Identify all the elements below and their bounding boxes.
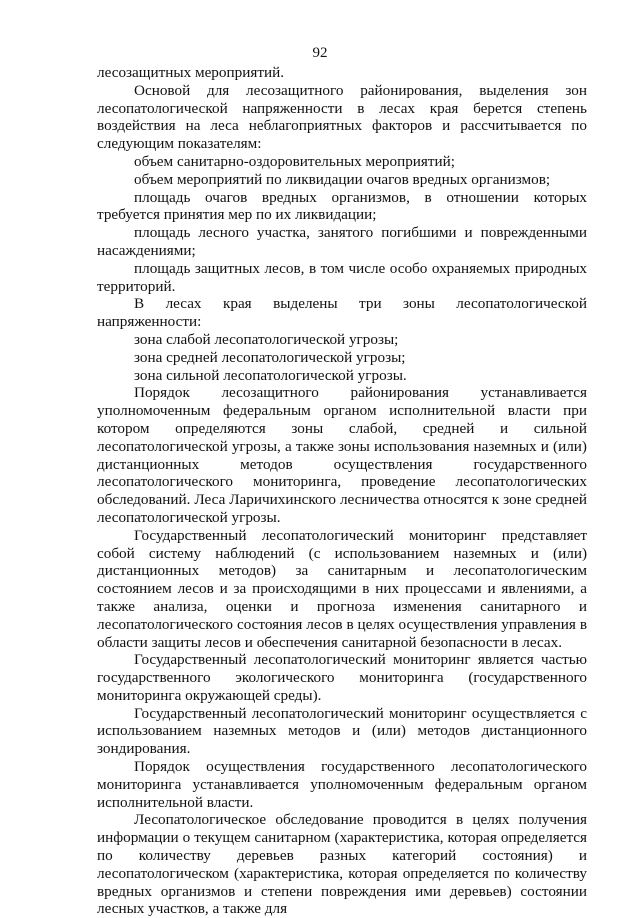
paragraph: Основой для лесозащитного районирования, выделения зон лесопатологической напряженности в лесах края берется степень воздействия на леса неблагоприятных факторов и рассчитывается по следующим показателям: [97, 81, 587, 153]
list-item: зона средней лесопатологической угрозы; [134, 348, 406, 366]
paragraph: Государственный лесопатологический мониторинг представляет собой систему наблюдений (с использованием наземных и (или) дистанционных методов) за санитарным и лесопатологическим состоянием лесов и за происходящими в них процессами и явлениями, а также анализа, оценки и прогноза изменения санитарного и лесопатологического состояния лесов в целях осуществления управления в области защиты лесов и обеспечения санитарной безопасности в лесах. [97, 526, 587, 651]
paragraph: Государственный лесопатологический мониторинг является частью государственного экологического мониторинга (государственного мониторинга окружающей среды). [97, 651, 587, 704]
list-item: площадь лесного участка, занятого погибшими и поврежденными насаждениями; [97, 224, 587, 259]
list-item: площадь очагов вредных организмов, в отношении которых требуется принятия мер по их ликвидации; [97, 188, 587, 224]
page-number: 92 [312, 45, 328, 61]
paragraph: Порядок осуществления государственного лесопатологического мониторинга устанавливается уполномоченным федеральным органом исполнительной власти. [97, 758, 587, 811]
document-body [97, 64, 587, 918]
list-item: зона сильной лесопатологической угрозы. [134, 366, 407, 384]
paragraph: Государственный лесопатологический мониторинг осуществляется с использованием наземных методов и (или) методов дистанционного зондирования. [97, 704, 587, 758]
list-item: зона слабой лесопатологической угрозы; [134, 330, 399, 348]
paragraph: Порядок лесозащитного районирования устанавливается уполномоченным федеральным органом исполнительной власти при котором определяются зоны слабой, средней и сильной лесопатологической угрозы, а также зоны использования наземных и (или) дистанционных методов осуществления государственного лесопатологического мониторинга, проведение лесопатологических обследований. Леса Ларичихинского лесничества относятся к зоне средней лесопатологической угрозы. [97, 384, 587, 526]
list-item: объем мероприятий по ликвидации очагов вредных организмов; [134, 170, 551, 188]
list-item: площадь защитных лесов, в том числе особо охраняемых природных территорий. [97, 259, 587, 295]
paragraph: лесозащитных мероприятий. [97, 64, 285, 81]
paragraph: Лесопатологическое обследование проводится в целях получения информации о текущем санитарном (характеристика, которая определяется по количеству деревьев разных категорий состояния) и лесопатологическом (характеристика, которая определяется по количеству вредных организмов и степени повреждения ими деревьев) состоянии лесных участков, а также для [97, 811, 587, 918]
paragraph: В лесах края выделены три зоны лесопатологической напряженности: [97, 295, 587, 331]
list-item: объем санитарно-оздоровительных мероприятий; [134, 152, 456, 170]
